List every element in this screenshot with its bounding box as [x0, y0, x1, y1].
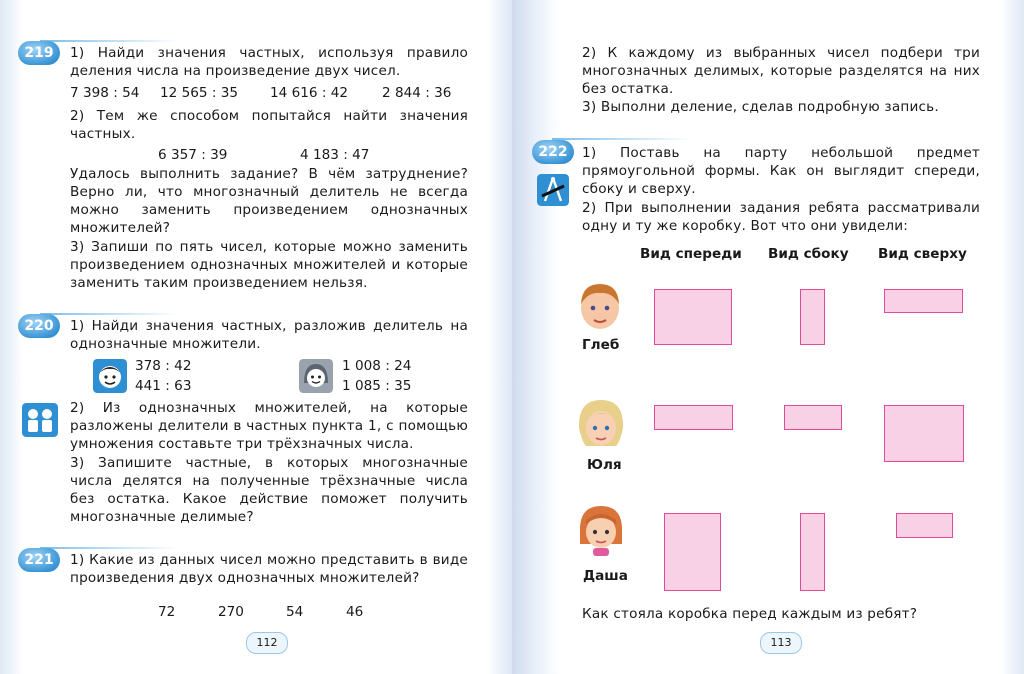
header-top-view: Вид сверху: [878, 246, 967, 262]
exercise-219-part2: [70, 107, 468, 143]
expression-1085-35: 1 085 : 35: [342, 378, 412, 394]
exercise-number-underline: [40, 313, 180, 315]
paragraph: 3) Выполни деление, сделав подробную запись.: [582, 99, 939, 115]
gleb-portrait: [576, 278, 624, 334]
paragraph: Как стояла коробка перед каждым из ребят?: [582, 606, 918, 622]
expression-6357-39: 6 357 : 39: [158, 147, 228, 163]
expression-4183-47: 4 183 : 47: [300, 147, 370, 163]
expression-14616-42: 14 616 : 42: [270, 85, 349, 101]
yulia-front-view-rect: [654, 405, 733, 430]
expression-1008-24: 1 008 : 24: [342, 358, 412, 374]
gleb-front-view-rect: [654, 289, 732, 345]
expression-2844-36: 2 844 : 36: [382, 85, 452, 101]
exercise-219-question: [70, 165, 468, 237]
expression-7398-54: 7 398 : 54: [70, 85, 140, 101]
value-72: 72: [158, 604, 176, 620]
pair-work-icon: [22, 403, 58, 437]
value-54: 54: [286, 604, 304, 620]
exercise-221-number: 221: [18, 548, 60, 572]
paragraph: 2) При выполнении задания ребята рассматривали одну и ту же коробку. Вот что они увидели:: [582, 200, 980, 234]
dasha-front-view-rect: [664, 513, 721, 591]
paragraph: 1) Найди значения частных, разложив делитель на однозначные множители.: [70, 318, 468, 352]
exercise-number-underline: [552, 138, 692, 140]
paragraph: 2) Тем же способом попытайся найти значения частных.: [70, 108, 468, 142]
paragraph: 1) Какие из данных чисел можно представить в виде произведения двух однозначных множителей?: [70, 552, 468, 586]
yulia-top-view-rect: [884, 405, 964, 462]
exercise-219-part1: [70, 44, 468, 80]
paragraph: 1) Найди значения частных, используя правило деления числа на произведение двух чисел.: [70, 45, 468, 79]
child-name-yulia: Юля: [587, 457, 622, 473]
boy-avatar-icon: [93, 359, 127, 393]
left-page-edge: [0, 0, 22, 674]
exercise-222-number: 222: [532, 140, 574, 164]
value-46: 46: [346, 604, 364, 620]
compass-ruler-icon: [537, 174, 569, 206]
gleb-side-view-rect: [800, 289, 825, 345]
expression-12565-35: 12 565 : 35: [160, 85, 239, 101]
yulia-portrait: [576, 396, 626, 452]
paragraph: 2) К каждому из выбранных чисел подбери три многозначных делимых, которые разделятся на них без остатка.: [582, 45, 980, 97]
exercise-221-part2: [582, 44, 980, 98]
paragraph: 3) Запишите частные, в которых многозначные числа делятся на полученные трёхзначные числа без остатка. Какое действие поможет получить многозначные делимые?: [70, 455, 468, 525]
exercise-number-underline: [40, 40, 180, 42]
exercise-222-question: [582, 605, 980, 623]
expression-441-63: 441 : 63: [135, 378, 192, 394]
exercise-222-part2: [582, 199, 980, 235]
paragraph: Удалось выполнить задание? В чём затруднение? Верно ли, что многозначный делитель не всегда можно заменить произведением однозначных множителей?: [70, 166, 468, 236]
gutter-shadow-right: [512, 0, 560, 674]
gutter-shadow-left: [488, 0, 512, 674]
value-270: 270: [218, 604, 244, 620]
header-side-view: Вид сбоку: [768, 246, 849, 262]
exercise-220-number: 220: [18, 314, 60, 338]
paragraph: 1) Поставь на парту небольшой предмет прямоугольной формы. Как он выглядит спереди, сбоку и сверху.: [582, 145, 980, 197]
dasha-portrait: [576, 502, 626, 564]
exercise-222-part1: [582, 144, 980, 198]
exercise-221-part1: [70, 551, 468, 587]
exercise-220-part1: [70, 317, 468, 353]
exercise-219-part3: [70, 238, 468, 292]
exercise-221-part3: [582, 98, 980, 116]
child-name-gleb: Глеб: [582, 337, 620, 353]
exercise-220-part2: [70, 399, 468, 453]
gleb-top-view-rect: [884, 289, 963, 313]
header-front-view: Вид спереди: [640, 246, 742, 262]
expression-378-42: 378 : 42: [135, 358, 192, 374]
paragraph: 3) Запиши по пять чисел, которые можно заменить произведением однозначных множителей и которые заменить таким произведением нельзя.: [70, 239, 468, 291]
yulia-side-view-rect: [784, 405, 842, 430]
child-name-dasha: Даша: [583, 568, 628, 584]
girl-avatar-icon: [299, 359, 333, 393]
dasha-top-view-rect: [896, 513, 953, 538]
paragraph: 2) Из однозначных множителей, на которые разложены делители в частных пункта 1, с помощью умножения составьте три трёхзначных числа.: [70, 400, 468, 452]
page-number-right: 113: [760, 632, 802, 654]
exercise-number-underline: [40, 547, 180, 549]
dasha-side-view-rect: [800, 513, 825, 591]
right-page-edge: [1002, 0, 1024, 674]
exercise-220-part3: [70, 454, 468, 526]
exercise-219-number: 219: [18, 41, 60, 65]
page-number-left: 112: [246, 632, 288, 654]
